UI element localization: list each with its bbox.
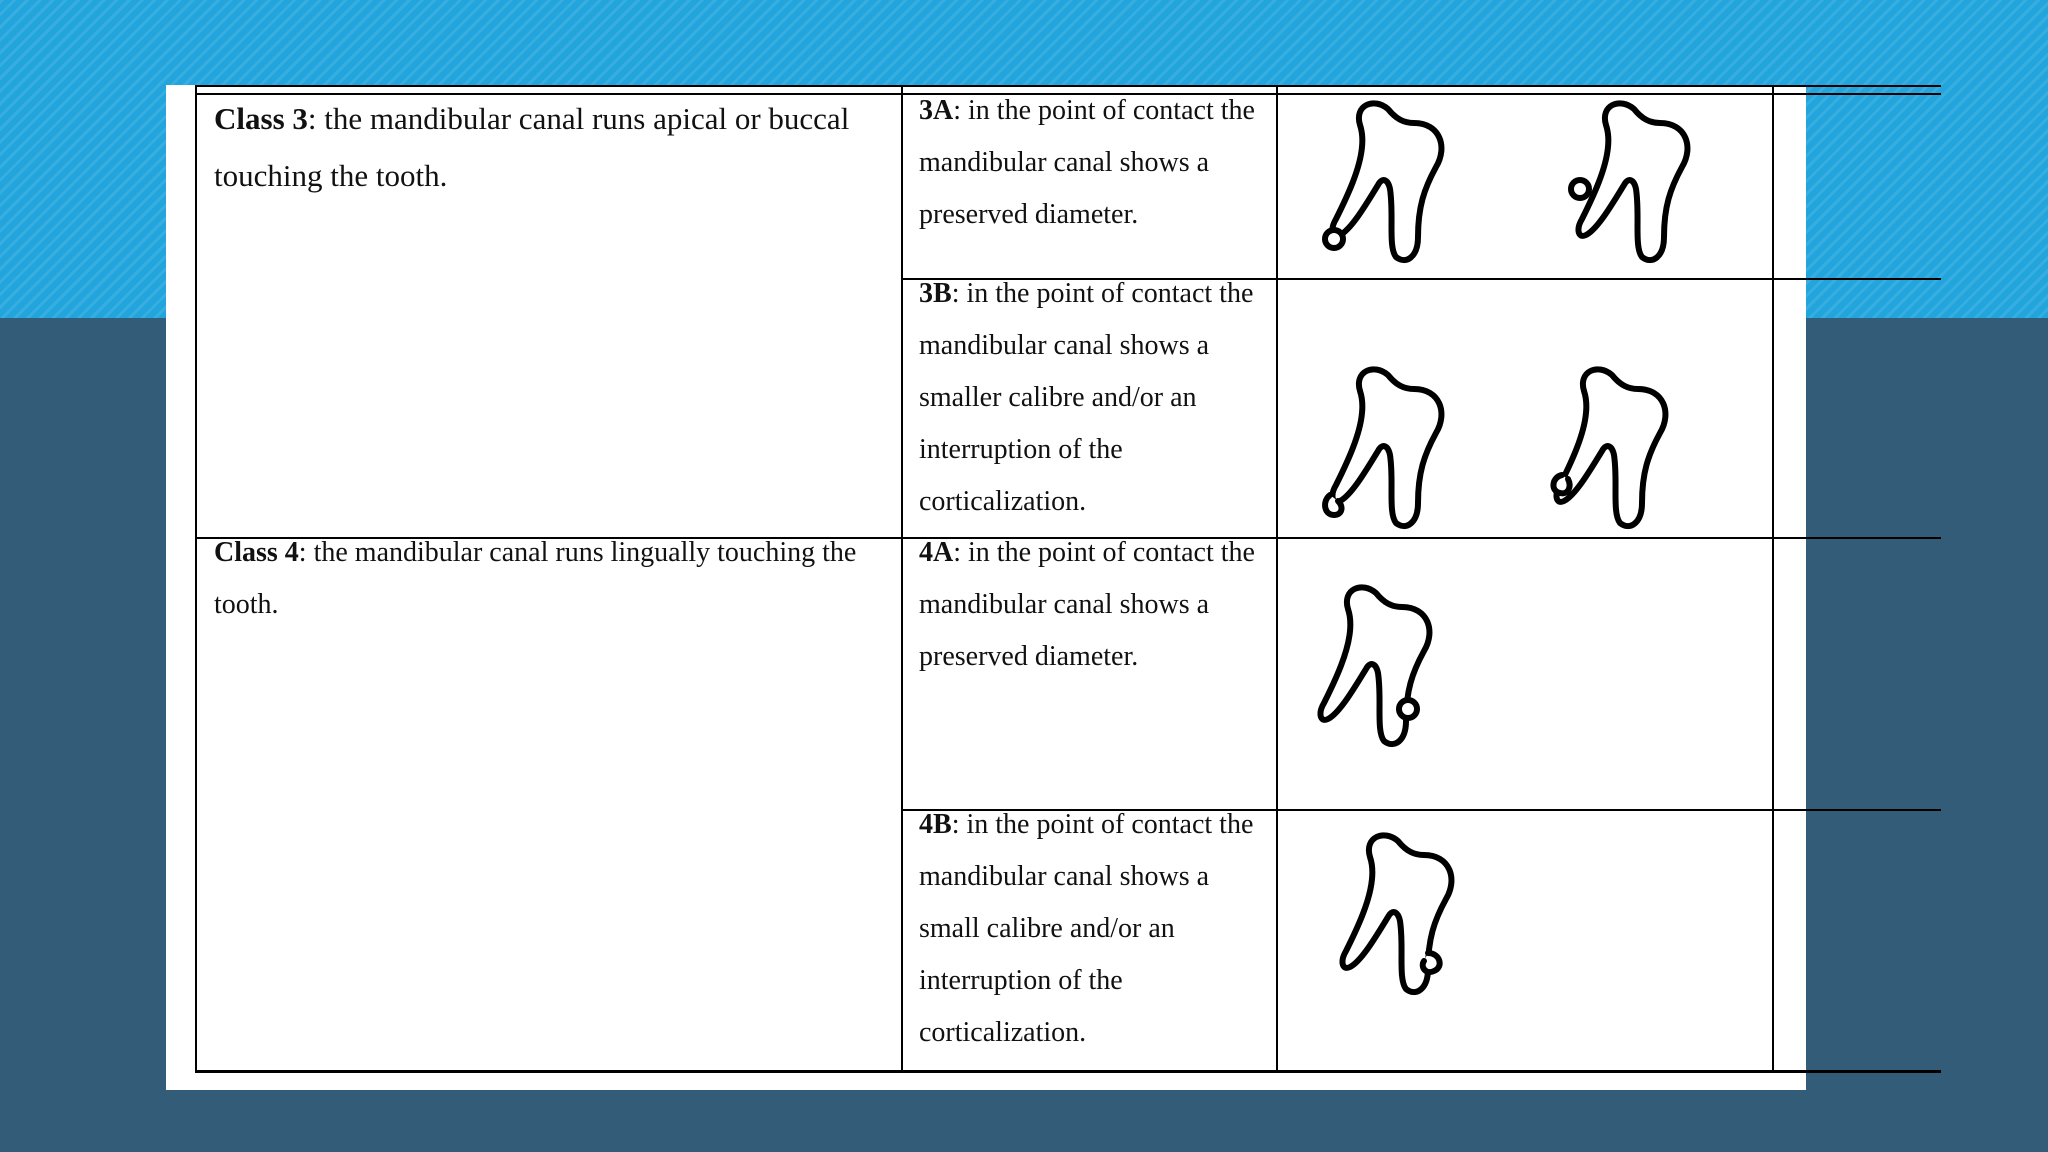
tooth-3b-apical-icon (1308, 363, 1468, 533)
subclass-3b-description (919, 268, 1264, 528)
tooth-4b-lingual-icon (1318, 829, 1478, 999)
class4-description (214, 527, 894, 631)
column-divider-1 (901, 85, 903, 1073)
tooth-3a-buccal-icon (1554, 97, 1714, 267)
subclass-4b-code: 4B (919, 809, 952, 840)
table-border-right (1772, 85, 1774, 1073)
column-divider-2 (1276, 85, 1278, 1073)
class4-text: : the mandibular canal runs lingually touching the tooth. (214, 537, 857, 620)
class4-label: Class 4 (214, 537, 299, 568)
table-border-bottom (195, 1070, 1941, 1073)
subclass-4b-description (919, 799, 1264, 1059)
subclass-3a-code: 3A (919, 95, 954, 126)
subclass-3a-text: : in the point of contact the mandibular canal shows a preserved diameter. (919, 95, 1255, 230)
subclass-3b-text: : in the point of contact the mandibular canal shows a smaller calibre and/or an interruption of the corticalization. (919, 278, 1254, 517)
subclass-4b-text: : in the point of contact the mandibular canal shows a small calibre and/or an interruption of the corticalization. (919, 809, 1254, 1048)
slide-document (166, 85, 1806, 1090)
tooth-3a-apical-icon (1308, 97, 1468, 267)
class3-text: : the mandibular canal runs apical or buccal touching the tooth. (214, 101, 850, 193)
subclass-3b-code: 3B (919, 278, 952, 309)
table-border-left (195, 85, 197, 1073)
subclass-4a-text: : in the point of contact the mandibular canal shows a preserved diameter. (919, 537, 1255, 672)
class3-description (214, 90, 874, 204)
subclass-4a-code: 4A (919, 537, 954, 568)
subclass-3a-description (919, 85, 1264, 241)
class3-label: Class 3 (214, 101, 308, 136)
tooth-4a-lingual-icon (1296, 581, 1456, 751)
tooth-3b-buccal-icon (1532, 363, 1692, 533)
subclass-4a-description (919, 527, 1264, 683)
